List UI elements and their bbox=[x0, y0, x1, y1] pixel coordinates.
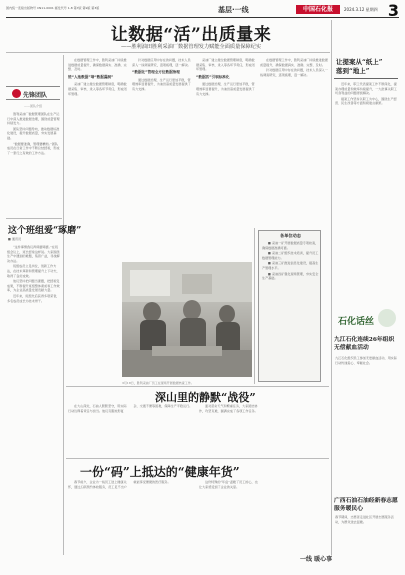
paragraph: 近年来，职工代表提案工作不断深化，提案办理质量和效率持续提升，一大批事关职工切身利益的问题得到解决。 bbox=[335, 82, 397, 96]
brief-title: 九江石化连续26年组织无偿献血活动 bbox=[334, 337, 395, 351]
main-article-col-2 bbox=[132, 58, 192, 258]
article-subhead: “数据活”引领标准化 bbox=[196, 74, 230, 79]
paragraph: 面对恶劣天气和繁重任务，大家团结协作，攻坚克难，圆满完成了各项工作任务。 bbox=[199, 404, 258, 413]
paragraph: 团队坚持问题导向，推动数据标准化建设，提升数据质量，夯实发展基础。 bbox=[7, 126, 60, 140]
team-section-header bbox=[6, 86, 60, 100]
paragraph: 提案工作坚持以职工为中心，围绕生产经营、民生改善等方面积极建言献策。 bbox=[335, 96, 397, 106]
inset-box bbox=[258, 230, 321, 382]
divider bbox=[66, 386, 329, 387]
stamp-text: 石化话丝 bbox=[338, 317, 375, 327]
brief-body: 春节期间，志愿者走进社区开展志愿服务活动，为群众送去温暖。 bbox=[335, 515, 394, 524]
paragraph: 春节前夕，企业为一线员工送上健康关怀，通过扫码预约体检服务，员工足不出户就能享受便捷的医疗服务。 bbox=[68, 480, 171, 489]
feature-article-body bbox=[7, 245, 61, 553]
inset-title: 各单位动态 bbox=[280, 233, 301, 238]
paragraph: “数据要准确，管理要精细。”团队成员在日常工作中不断总结经验，形成了一套行之有效的工作方法。 bbox=[7, 141, 60, 155]
paragraph: 采油厂建立健全数据管理制度，明确数据采集、审核、录入等各环节责任，形成闭环管理。 bbox=[68, 82, 127, 96]
article-subhead: “数据化”管理全方位数据治理 bbox=[132, 70, 180, 75]
paragraph: 在数据管理工作中，胜利采油厂持续推进数据质量提升，确保数据真实、准确、完整、及时。 bbox=[68, 58, 127, 72]
right-column-body bbox=[335, 82, 399, 304]
photo-caption: 3月18日，胜利采油厂员工在现场开展数据核查工作。 bbox=[122, 381, 194, 385]
stamp-leaf-icon bbox=[378, 309, 396, 327]
main-article-col-1 bbox=[68, 58, 128, 258]
right-column-title-2: 落到“地上” bbox=[336, 67, 370, 75]
paragraph: 近年来，班组先后获得多项荣誉，多名成员成长为技术骨干。 bbox=[7, 293, 60, 303]
paragraph: 通过数据治理，生产运行更加平稳，管理效率显著提升，为油田高质量发展提供了有力支撑。 bbox=[196, 82, 255, 96]
paragraph: “这件事情我们再琢磨琢磨。”在班组会议上，班长经常这样说。大家围绕生产中遇到的难题，集思广益，寻找解决办法。 bbox=[7, 245, 60, 263]
paragraph: 这份特殊的“年货”温暖了员工的心，也让大家感受到了企业的关爱。 bbox=[199, 480, 258, 489]
divider bbox=[66, 458, 329, 459]
news-photo bbox=[122, 262, 252, 377]
column-stamp bbox=[332, 309, 398, 331]
health-feature-body bbox=[68, 480, 326, 550]
main-article-col-3 bbox=[196, 58, 256, 258]
paragraph: 针对数据应用中存在的问题，技术人员深入一线调查研究，逐项梳理，逐一解决。 bbox=[260, 68, 328, 77]
feature-title: 深山里的静默“战役” bbox=[155, 391, 256, 404]
page-number: 3 bbox=[387, 1, 399, 20]
deep-feature-body bbox=[68, 404, 326, 456]
paragraph: 通过数据治理，生产运行更加平稳，管理效率显著提升，为油田高质量发展提供了有力支撑。 bbox=[132, 77, 191, 91]
feature-byline: ■ 通讯员 bbox=[8, 237, 22, 241]
inset-item: ■ 采油三矿推进信息化建设，提高生产管理水平。 bbox=[262, 261, 319, 270]
masthead-info: 国内统一连续出版物号 CN11-0001 邮发代号 1-8 第7版 第9版 第3版 bbox=[6, 6, 100, 10]
team-section-title: 先锋团队 bbox=[23, 92, 48, 99]
paragraph: 在数据管理工作中，胜利采油厂持续推进数据质量提升，确保数据真实、准确、完整、及时。 bbox=[260, 58, 328, 67]
paper-name-badge: 中国石化报 bbox=[296, 5, 340, 14]
main-headline: 让数据“活”出质量来 bbox=[110, 25, 272, 45]
feature-title: 一份“码”上抵达的“健康年货” bbox=[80, 465, 240, 479]
divider bbox=[334, 78, 398, 79]
team-section-subtitle: ——团队介绍 bbox=[23, 104, 42, 108]
divider bbox=[6, 52, 330, 53]
paragraph: 胜利采油厂数据管理团队在生产运行中深入推进数据治理，围绕质量管理持续发力。 bbox=[7, 112, 60, 126]
inset-item: ■ 采油四矿强化现场管理，夯实安全生产基础。 bbox=[262, 271, 319, 281]
paragraph: 采油厂建立健全数据管理制度，明确数据采集、审核、录入等各环节责任，形成闭环管理。 bbox=[196, 58, 255, 72]
inset-item: ■ 采油一矿开展数据质量专项检查，确保数据准确可靠。 bbox=[262, 241, 319, 250]
team-article-body bbox=[7, 112, 60, 216]
inset-body bbox=[262, 241, 319, 379]
right-column-title-1: 让提案从“纸上” bbox=[336, 58, 383, 66]
feature-title: 这个班组爱“琢磨” bbox=[8, 226, 82, 236]
right-column-header bbox=[336, 58, 398, 76]
paragraph: 班组成员立足岗位，创新工作方法，在技术革新和管理提升上下功夫，取得了良好成效。 bbox=[7, 264, 60, 278]
article-subhead: 统“入池数据”堵“数据漏洞” bbox=[68, 74, 114, 79]
paragraph: 他们坚持把问题当课题，把经验变成果，不断提升班组整体素质和工作效率，为企业高质量发展贡献力量。 bbox=[7, 279, 60, 293]
main-article-col-4 bbox=[260, 58, 328, 226]
main-subhead: ——胜利油田胜利采油厂数据管理发力赋能全面质量保障纪实 bbox=[120, 44, 262, 50]
paragraph: 在大山深处，石油人默默坚守，用实际行动诠释着责任与担当。他们克服地形复杂、交通不便等困难，保障生产平稳运行。 bbox=[68, 404, 193, 413]
divider bbox=[63, 55, 64, 555]
team-seal-icon bbox=[12, 89, 21, 98]
brief-body: 九江石化组织员工参加无偿献血活动，用实际行动传递爱心、奉献社会。 bbox=[335, 356, 397, 365]
paragraph: 针对数据应用中存在的问题，技术人员深入一线调查研究，逐项梳理，逐一解决。 bbox=[132, 58, 191, 67]
inset-item: ■ 采油二矿组织技术培训，提升员工数据管理能力。 bbox=[262, 251, 319, 260]
divider bbox=[331, 20, 332, 555]
issue-date: 2024.3.12 星期四 bbox=[344, 7, 378, 12]
divider bbox=[6, 218, 62, 219]
photo-illustration bbox=[122, 262, 252, 377]
masthead bbox=[6, 1, 399, 20]
brief-title: 广西石油石油经新春志愿服务暖民心 bbox=[334, 498, 398, 512]
footer-logo: 一线 暖心事 bbox=[300, 556, 333, 563]
section-title: 基层·一线 bbox=[218, 6, 249, 14]
